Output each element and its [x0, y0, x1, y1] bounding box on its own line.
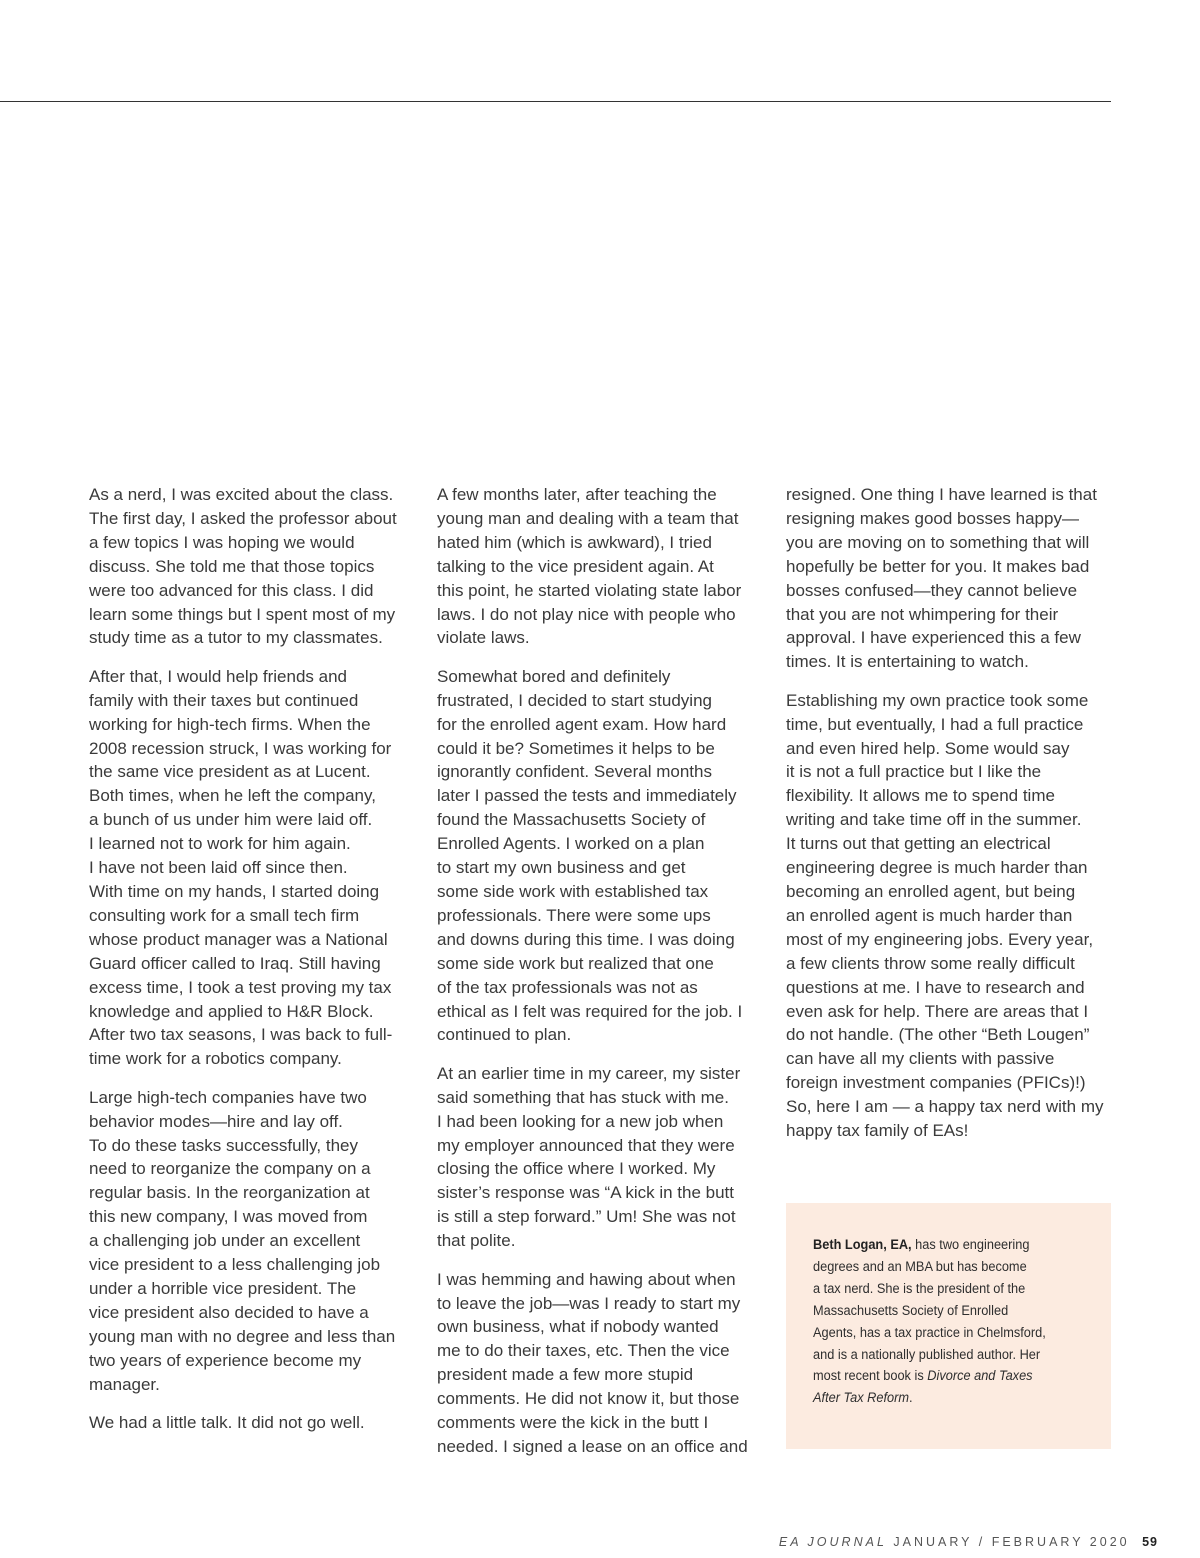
article-paragraph: [89, 1086, 419, 1397]
text-line: comments. He did not know it, but those: [437, 1389, 740, 1409]
text-line: time, but eventually, I had a full practice: [786, 714, 1084, 734]
text-line: I had been looking for a new job when: [437, 1111, 724, 1131]
text-line: family with their taxes but continued: [89, 690, 359, 710]
text-line: whose product manager was a National: [89, 929, 388, 949]
top-rule: [0, 101, 1111, 102]
text-line: study time as a tutor to my classmates.: [89, 628, 383, 648]
text-line: times. It is entertaining to watch.: [786, 652, 1029, 672]
text-line: To do these tasks successfully, they: [89, 1135, 358, 1155]
text-line: bosses confused—they cannot believe: [786, 580, 1078, 600]
text-line: can have all my clients with passive: [786, 1049, 1055, 1069]
text-line: becoming an enrolled agent, but being: [786, 882, 1076, 901]
text-line: time work for a robotics company.: [89, 1049, 342, 1069]
book-title-continued: After Tax Reform: [813, 1390, 910, 1407]
text-line: found the Massachusetts Society of: [437, 810, 706, 830]
text-line: With time on my hands, I started doing: [89, 882, 380, 901]
text-line: need to reorganize the company on a: [89, 1159, 371, 1179]
text-line: discuss. She told me that those topics: [89, 556, 375, 576]
book-title: Divorce and Taxes: [927, 1368, 1033, 1385]
author-name: Beth Logan, EA,: [813, 1237, 912, 1253]
article-paragraph: [786, 689, 1116, 1143]
column-2: [437, 483, 767, 1473]
text-line: and downs during this time. I was doing: [437, 929, 735, 949]
text-line: of the tax professionals was not as: [437, 977, 698, 997]
text-line: Somewhat bored and definitely: [437, 666, 671, 686]
text-line: A few months later, after teaching the: [437, 485, 717, 504]
text-line: some side work with established tax: [437, 882, 709, 901]
text-line: foreign investment companies (PFICs)!): [786, 1073, 1086, 1093]
text-line: hopefully be better for you. It makes bad: [786, 556, 1090, 576]
text-line: ethical as I felt was required for the job. I: [437, 1001, 743, 1021]
text-line: violate laws.: [437, 628, 530, 648]
journal-name: EA JOURNAL: [778, 1535, 887, 1549]
article-paragraph: [437, 1062, 767, 1253]
text-line: professionals. There were some ups: [437, 905, 711, 925]
text-line: Establishing my own practice took some: [786, 690, 1089, 710]
text-line: this point, he started violating state labor: [437, 580, 742, 600]
issue-date: JANUARY / FEBRUARY 2020: [893, 1535, 1130, 1549]
text-line: own business, what if nobody wanted: [437, 1317, 719, 1337]
text-line: young man and dealing with a team that: [437, 508, 739, 528]
text-line: After two tax seasons, I was back to full-: [89, 1025, 393, 1045]
column-3: [786, 483, 1116, 1157]
text-line: comments were the kick in the butt I: [437, 1413, 709, 1433]
text-line: knowledge and applied to H&R Block.: [89, 1001, 374, 1021]
text-line: excess time, I took a test proving my tax: [89, 977, 392, 997]
text-line: for the enrolled agent exam. How hard: [437, 714, 727, 734]
text-line: said something that has stuck with me.: [437, 1087, 729, 1107]
text-line: even ask for help. There are areas that I: [786, 1001, 1089, 1021]
page-number: 59: [1142, 1535, 1158, 1549]
column-1: [89, 483, 419, 1449]
article-paragraph: [437, 1268, 767, 1459]
text-line: two years of experience become my: [89, 1350, 362, 1370]
text-line: As a nerd, I was excited about the class.: [89, 485, 394, 504]
text-line: vice president to a less challenging job: [89, 1255, 381, 1275]
text-line: sister’s response was “A kick in the butt: [437, 1183, 735, 1203]
text-line: a challenging job under an excellent: [89, 1231, 361, 1251]
text-line: Large high-tech companies have two: [89, 1087, 367, 1107]
text-line: could it be? Sometimes it helps to be: [437, 738, 715, 758]
text-line: some side work but realized that one: [437, 953, 714, 973]
text-line: I learned not to work for him again.: [89, 834, 351, 854]
text-line: Both times, when he left the company,: [89, 786, 376, 806]
text-line: ignorantly confident. Several months: [437, 762, 712, 782]
text-line: needed. I signed a lease on an office and: [437, 1436, 748, 1456]
text-line: questions at me. I have to research and: [786, 977, 1085, 997]
text-line: laws. I do not play nice with people who: [437, 604, 736, 624]
text-line: resigned. One thing I have learned is that: [786, 485, 1097, 504]
text-line: I was hemming and hawing about when: [437, 1269, 736, 1289]
text-line: closing the office where I worked. My: [437, 1159, 716, 1179]
text-line: behavior modes—hire and lay off.: [89, 1111, 343, 1131]
text-line: regular basis. In the reorganization at: [89, 1183, 370, 1203]
text-line: a bunch of us under him were laid off.: [89, 810, 373, 830]
text-line: me to do their taxes, etc. Then the vice: [437, 1341, 730, 1361]
text-line: a few topics I was hoping we would: [89, 532, 355, 552]
text-line: learn some things but I spent most of my: [89, 604, 396, 624]
text-line: working for high-tech firms. When the: [89, 714, 371, 734]
text-line: Guard officer called to Iraq. Still having: [89, 953, 381, 973]
text-line: and even hired help. Some would say: [786, 738, 1070, 758]
text-line: We had a little talk. It did not go well.: [89, 1413, 365, 1433]
text-line: to leave the job—was I ready to start my: [437, 1293, 741, 1313]
text-line: an enrolled agent is much harder than: [786, 905, 1073, 925]
text-line: Enrolled Agents. I worked on a plan: [437, 834, 705, 854]
article-paragraph: [437, 483, 767, 650]
text-line: The first day, I asked the professor about: [89, 508, 397, 528]
text-line: young man with no degree and less than: [89, 1326, 396, 1346]
text-line: writing and take time off in the summer.: [786, 810, 1082, 830]
text-line: vice president also decided to have a: [89, 1302, 369, 1322]
article-paragraph: [786, 483, 1116, 674]
text-line: frustrated, I decided to start studying: [437, 690, 712, 710]
text-line: president made a few more stupid: [437, 1365, 694, 1385]
text-line: So, here I am — a happy tax nerd with my: [786, 1097, 1104, 1117]
article-paragraph: [89, 1411, 419, 1435]
text-line: resigning makes good bosses happy—: [786, 508, 1079, 528]
text-line: to start my own business and get: [437, 858, 686, 878]
text-line: consulting work for a small tech firm: [89, 905, 360, 925]
text-line: do not handle. (The other “Beth Lougen”: [786, 1025, 1090, 1045]
text-line: under a horrible vice president. The: [89, 1279, 357, 1298]
text-line: It turns out that getting an electrical: [786, 834, 1051, 854]
text-line: is still a step forward.” Um! She was not: [437, 1207, 736, 1227]
text-line: manager.: [89, 1374, 160, 1394]
text-line: it is not a full practice but I like the: [786, 762, 1042, 782]
article-paragraph: [437, 665, 767, 1048]
text-line: a few clients throw some really difficult: [786, 953, 1075, 973]
text-line: you are moving on to something that will: [786, 532, 1090, 552]
text-line: I have not been laid off since then.: [89, 858, 348, 878]
text-line: flexibility. It allows me to spend time: [786, 786, 1055, 806]
text-line: later I passed the tests and immediately: [437, 786, 737, 806]
text-line: continued to plan.: [437, 1025, 572, 1045]
text-line: my employer announced that they were: [437, 1135, 735, 1155]
article-paragraph: [89, 483, 419, 650]
text-line: At an earlier time in my career, my sister: [437, 1063, 741, 1083]
text-line: After that, I would help friends and: [89, 666, 347, 686]
text-line: hated him (which is awkward), I tried: [437, 532, 712, 552]
text-line: were too advanced for this class. I did: [89, 580, 374, 600]
text-line: engineering degree is much harder than: [786, 858, 1088, 878]
text-line: that you are not whimpering for their: [786, 604, 1059, 624]
author-bio-box: [786, 1203, 1111, 1449]
text-line: the same vice president as at Lucent.: [89, 762, 371, 782]
text-line: talking to the vice president again. At: [437, 556, 714, 576]
text-line: that polite.: [437, 1231, 516, 1251]
page-footer: [779, 1535, 1158, 1549]
text-line: most of my engineering jobs. Every year,: [786, 929, 1094, 949]
text-line: 2008 recession struck, I was working for: [89, 738, 392, 758]
article-paragraph: [89, 665, 419, 1071]
author-bio: Beth Logan, EA, has two engineering degrees and an MBA but has become a tax nerd. She is the president of the Massachusetts Society of Enrolled Agents, has a tax practice in Chelmsford, and is a nationally published author. Her most recent book is Divorce and Taxes After Tax Reform.: [813, 1237, 1046, 1407]
text-line: happy tax family of EAs!: [786, 1121, 969, 1141]
text-line: this new company, I was moved from: [89, 1207, 368, 1227]
text-line: approval. I have experienced this a few: [786, 628, 1081, 648]
